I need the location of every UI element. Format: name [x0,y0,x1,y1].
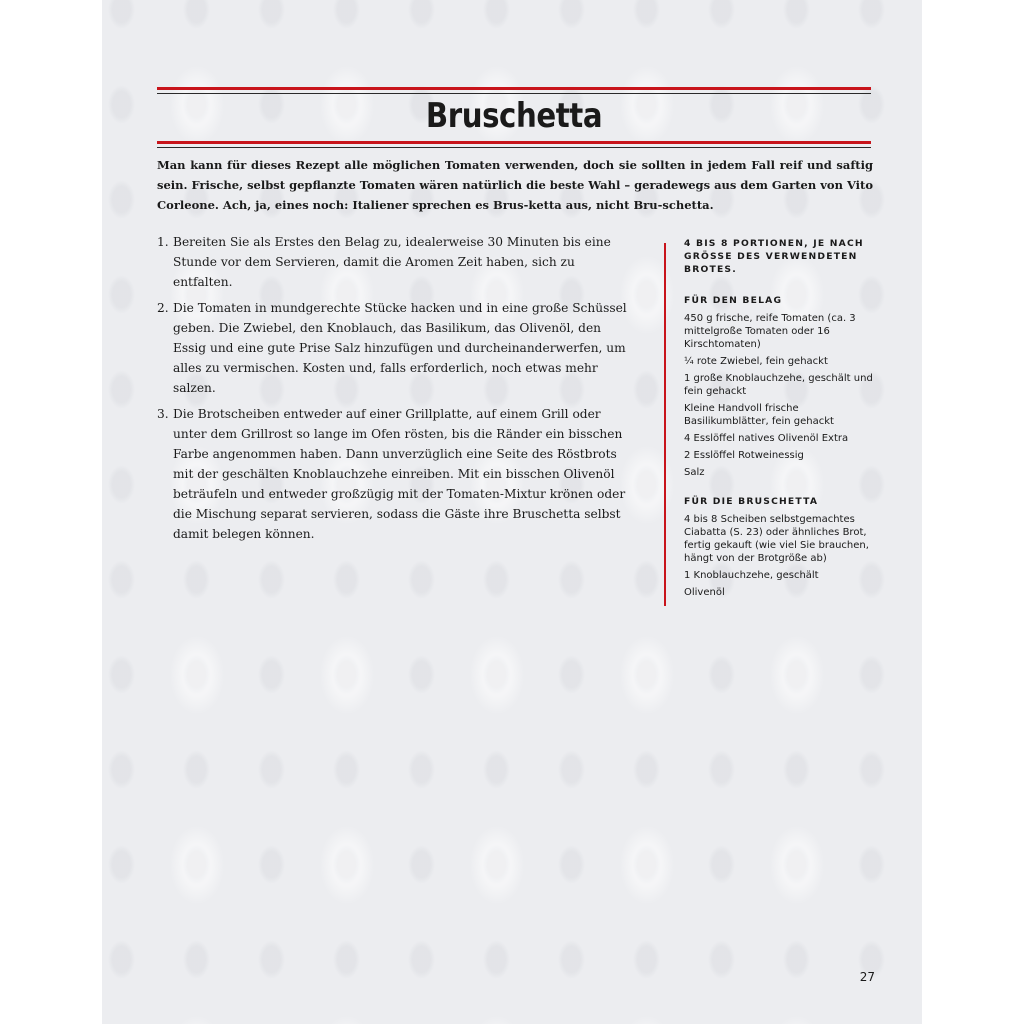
step-text: Die Tomaten in mundgerechte Stücke hacken und in eine große Schüssel geben. Die Zwiebel, den Knoblauch, das Basilikum, das Olivenöl, den Essig und eine gute Prise Salz hinzufügen und durcheinanderwerfen, um alles zu vermischen. Kosten und, falls erforderlich, noch etwas mehr salzen. [173,301,627,395]
recipe-intro: Man kann für dieses Rezept alle möglichen Tomaten verwenden, doch sie sollten in jedem Fall reif und saftig sein. Frische, selbst gepflanzte Tomaten wären natürlich die beste Wahl – geradewegs aus dem Garten von Vito Corleone. Ach, ja, eines noch: Italiener sprechen es Brus-ketta aus, nicht Bru-schetta. [157,158,874,212]
title-top-rule [157,87,871,94]
ingredient-item: 1 Knoblauchzehe, geschält [684,570,819,581]
step-number: 1. [157,235,169,249]
ingredient-item: 450 g frische, reife Tomaten (ca. 3 mittelgroße Tomaten oder 16 Kirschtomaten) [684,313,856,350]
sidebar-divider [664,243,666,606]
step-item [157,232,627,292]
bread-heading: FÜR DIE BRUSCHETTA [684,496,819,507]
page-number: 27 [859,970,875,984]
ingredient-item: Olivenöl [684,587,725,598]
step-item [157,404,627,544]
ingredient-item: Kleine Handvoll frische Basilikumblätter, fein gehackt [684,403,834,427]
recipe-title: Bruschetta [425,96,603,136]
topping-heading: FÜR DEN BELAG [684,295,783,306]
ingredient-item: 4 bis 8 Scheiben selbstgemachtes Ciabatta (S. 23) oder ähnliches Brot, fertig gekauft (wie viel Sie brauchen, hängt von der Brotgröße ab) [684,514,869,564]
step-number: 2. [157,301,169,315]
ingredient-item: Salz [684,467,705,478]
dark-line [157,147,871,148]
title-bottom-rule [157,141,871,148]
ingredient-item: 2 Esslöffel Rotweinessig [684,450,804,461]
ingredient-item: 4 Esslöffel natives Olivenöl Extra [684,433,849,444]
step-text: Bereiten Sie als Erstes den Belag zu, idealerweise 30 Minuten bis eine Stunde vor dem Servieren, damit die Aromen Zeit haben, sich zu entfalten. [173,235,611,289]
instruction-steps [157,232,627,550]
ingredient-item: 1 große Knoblauchzehe, geschält und fein gehackt [684,373,873,397]
step-item [157,298,627,398]
step-number: 3. [157,407,169,421]
red-line [157,87,871,90]
ingredient-item: ¼ rote Zwiebel, fein gehackt [684,356,828,367]
ingredients-sidebar [684,237,880,599]
red-line [157,141,871,144]
servings-note: 4 BIS 8 PORTIONEN, JE NACH GRÖSSE DES VERWENDETEN BROTES. [684,238,864,275]
step-text: Die Brotscheiben entweder auf einer Grillplatte, auf einem Grill oder unter dem Grillrost so lange im Ofen rösten, bis die Ränder ein bisschen Farbe angenommen haben. Dann unverzüglich eine Seite des Röstbrots mit der geschälten Knoblauchzehe einreiben. Mit ein bisschen Olivenöl beträufeln und entweder großzügig mit der Tomaten-Mixtur krönen oder die Mischung separat servieren, sodass die Gäste ihre Bruschetta selbst damit belegen können. [173,407,626,541]
